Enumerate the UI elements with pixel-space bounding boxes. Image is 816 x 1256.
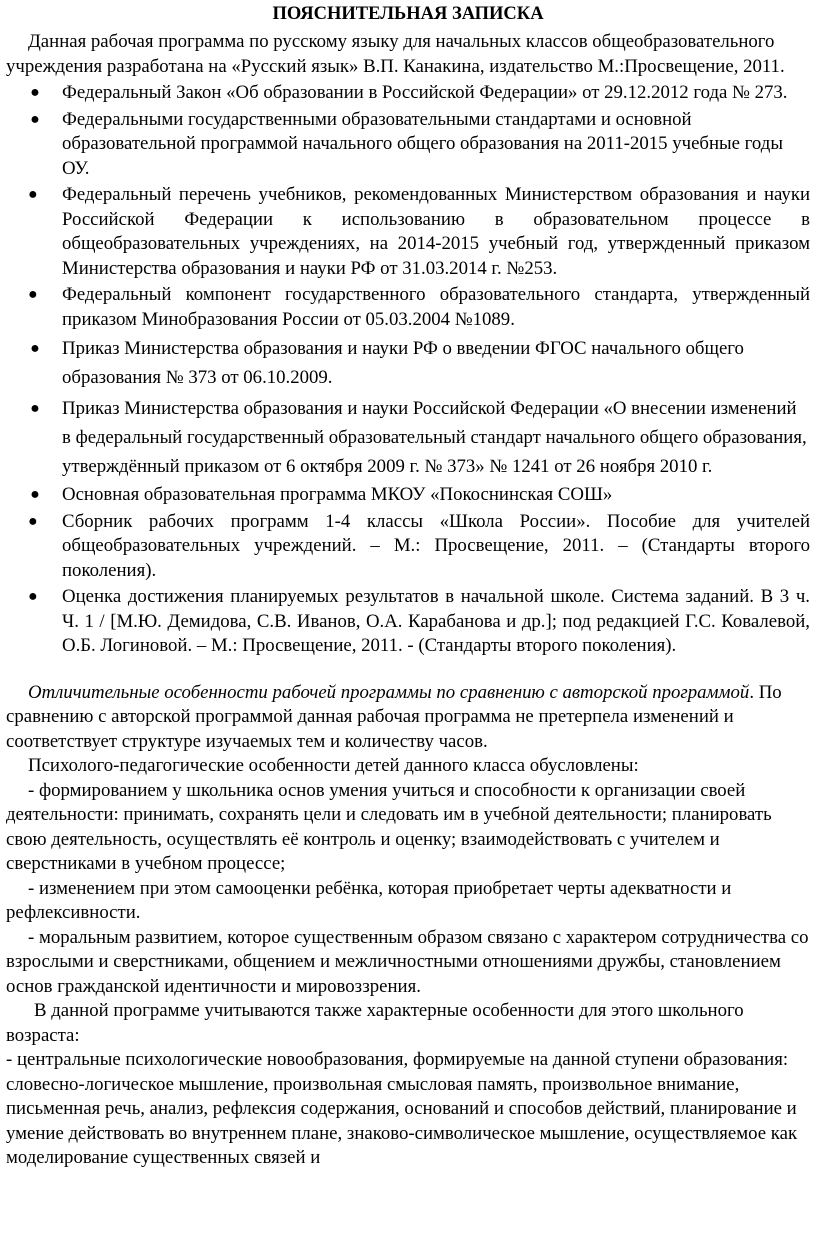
bullet-icon: ● <box>30 400 40 417</box>
document-page <box>0 2 816 1256</box>
list-item: ● Федеральный компонент государственного образовательного стандарта, утвержденный приказом Минобразования России от 05.03.2004 №1089. <box>28 284 810 330</box>
features-text: . По сравнению с авторской программой данная рабочая программа не претерпела изменений и соответствует структуре изучаемых тем и количеству часов. <box>6 681 782 752</box>
list-item: ● Федеральный перечень учебников, рекомендованных Министерством образования и науки Российской Федерации к использованию в образовательном процессе в общеобразовательных учреждениях, на 2014-2015 учебный год, утвержденный приказом Министерства образования и науки РФ от 31.03.2014 г. №253. <box>28 184 810 279</box>
bullet-icon: ● <box>30 110 40 128</box>
list-item: ● Приказ Министерства образования и науки Российской Федерации «О внесении изменений в федеральный государственный образовательный стандарт начального общего образования, утверждённый приказом от 6 октября 2009 г. № 373» № 1241 от 26 ноября 2010 г. <box>6 394 810 481</box>
intro-paragraph: Данная рабочая программа по русскому языку для начальных классов общеобразовательного учреждения разработана на «Русский язык» В.П. Канакина, издательство М.:Просвещение, 2011. <box>6 31 785 77</box>
age-item: - центральные психологические новообразования, формируемые на данной ступени образования: словесно-логическое мышление, произвольная смысловая память, произвольное внимание, письменная речь, анализ, рефлексия содержания, оснований и способов действий, планирование и умение действовать во внутреннем плане, знаково-символическое мышление, осуществляемое как моделирование существенных связей и <box>6 1049 798 1168</box>
list-item: ● Оценка достижения планируемых результатов в начальной школе. Система заданий. В 3 ч. Ч. 1 / [М.Ю. Демидова, С.В. Иванов, О.А. Карабанова и др.]; под редакцией Г.С. Ковалевой, О.Б. Логиновой. – М.: Просвещение, 2011. - (Стандарты второго поколения). <box>28 586 810 656</box>
list-item: ● Сборник рабочих программ 1-4 классы «Школа России». Пособие для учителей общеобразовательных учреждений. – М.: Просвещение, 2011. – (Стандарты второго поколения). <box>28 510 810 581</box>
bullet-icon: ● <box>28 186 38 203</box>
bullet-icon: ● <box>28 286 38 303</box>
bullet-icon: ● <box>28 588 38 605</box>
legal-basis-list <box>6 81 810 659</box>
document-title: ПОЯСНИТЕЛЬНАЯ ЗАПИСКА <box>272 4 544 24</box>
list-item: ● Основная образовательная программа МКОУ «Покоснинская СОШ» <box>6 483 810 508</box>
list-item: ● Федеральными государственными образовательными стандартами и основной образовательной программой начального общего образования на 2011-2015 учебные годы ОУ. <box>6 108 810 182</box>
list-item: ● Приказ Министерства образования и науки РФ о введении ФГОС начального общего образования № 373 от 06.10.2009. <box>6 334 810 392</box>
psych-item: - моральным развитием, которое существенным образом связано с характером сотрудничества со взрослыми и сверстниками, общением и межличностными отношениями дружбы, становлением основ гражданской идентичности и мировоззрения. <box>6 926 809 997</box>
psych-intro: Психолого-педагогические особенности детей данного класса обусловлены: <box>28 755 639 776</box>
bullet-icon: ● <box>28 512 38 530</box>
bullet-icon: ● <box>30 486 40 503</box>
psych-item: - изменением при этом самооценки ребёнка, которая приобретает черты адекватности и рефлексивности. <box>6 877 732 923</box>
features-heading: Отличительные особенности рабочей программы по сравнению с авторской программой <box>28 681 750 703</box>
bullet-icon: ● <box>30 340 40 357</box>
bullet-icon: ● <box>30 84 40 101</box>
psych-item: - формированием у школьника основ умения учиться и способности к организации своей деятельности: принимать, сохранять цели и следовать им в учебной деятельности; планировать свою деятельность, осуществлять её контроль и оценку; взаимодействовать с учителем и сверстниками в учебном процессе; <box>6 779 772 874</box>
age-intro: В данной программе учитываются также характерные особенности для этого школьного возраста: <box>6 1000 744 1046</box>
features-paragraph <box>6 681 810 755</box>
list-item: ● Федеральный Закон «Об образовании в Российской Федерации» от 29.12.2012 года № 273. <box>6 81 810 106</box>
